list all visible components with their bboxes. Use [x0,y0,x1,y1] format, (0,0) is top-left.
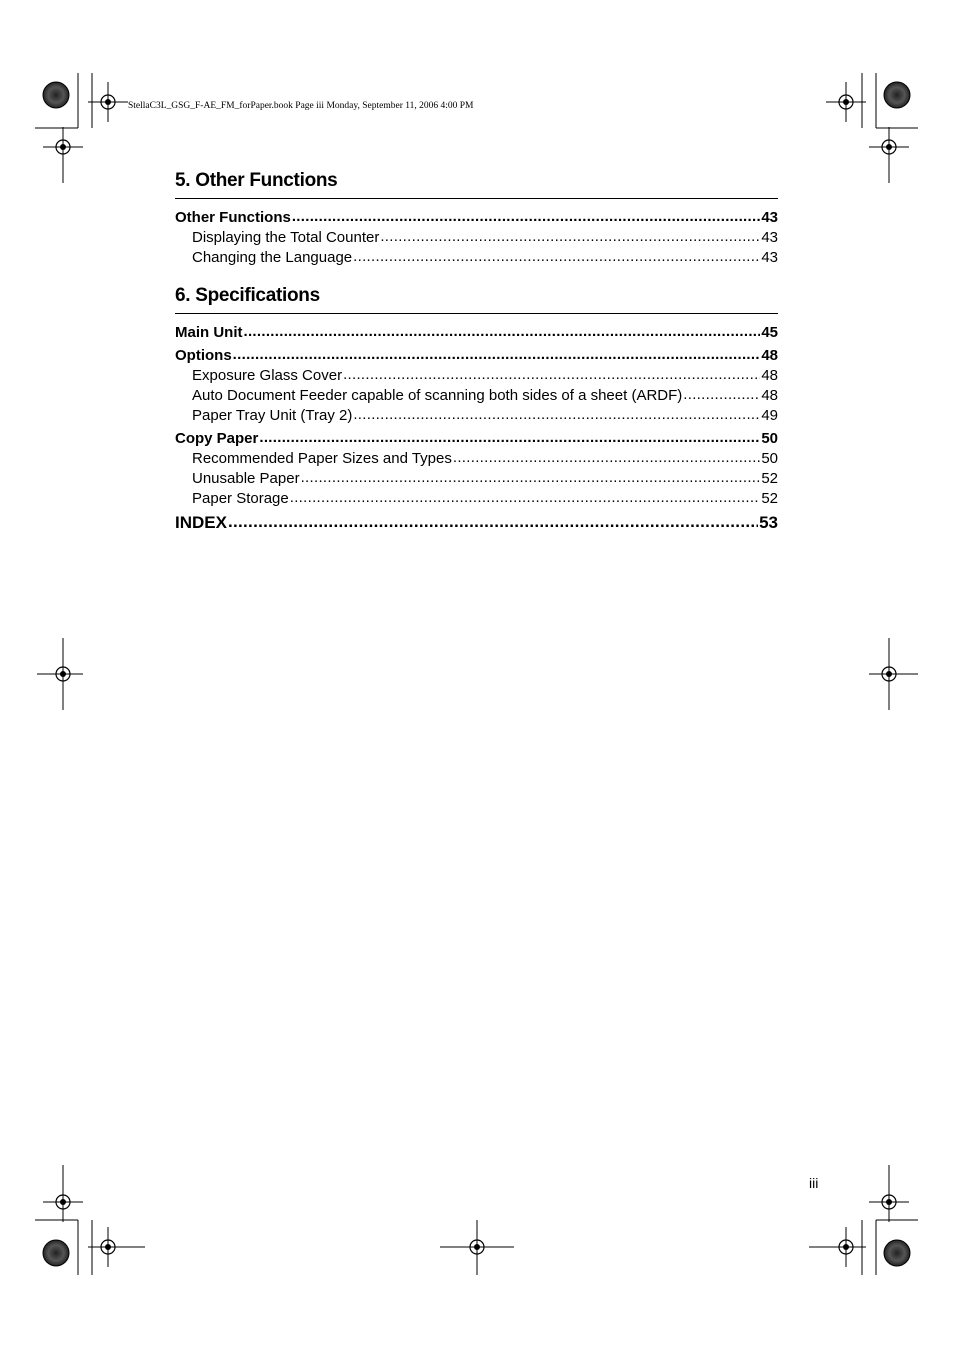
toc-entry-page: 48 [761,387,778,404]
toc-entry[interactable] [175,207,778,227]
toc-entry-page: 49 [761,407,778,424]
toc-entry-label: Displaying the Total Counter [192,229,380,246]
toc-entry[interactable] [175,448,778,468]
toc-entry[interactable] [175,227,778,247]
toc-entry-page: 52 [761,490,778,507]
toc-entry-label: Paper Tray Unit (Tray 2) [192,407,353,424]
toc-entry-page: 43 [761,249,778,266]
toc-entry[interactable] [175,345,778,365]
toc-entry[interactable] [175,322,778,342]
toc-entry-label: Paper Storage [192,490,289,507]
toc-entry-label: Copy Paper [175,430,259,447]
toc-entry-label: Recommended Paper Sizes and Types [192,450,452,467]
toc-entry-label: Changing the Language [192,249,353,266]
section-entries [175,207,778,267]
toc-entry[interactable] [175,247,778,267]
dot-leader [292,207,760,222]
table-of-contents [175,170,778,534]
section-title: 5. Other Functions [175,170,778,199]
toc-entry-label: Other Functions [175,209,291,226]
toc-entry-page: 48 [761,367,778,384]
toc-entry-label: Exposure Glass Cover [192,367,343,384]
toc-entry[interactable] [175,405,778,425]
page-number: iii [809,1175,819,1191]
dot-leader [233,345,761,360]
toc-index-entry[interactable] [175,511,778,534]
toc-entry-label: Options [175,347,232,364]
toc-entry[interactable] [175,488,778,508]
dot-leader [353,405,760,420]
dot-leader [453,448,760,463]
toc-entry[interactable] [175,428,778,448]
registration-dot-icon [884,82,910,108]
dot-leader [343,365,760,380]
toc-entry[interactable] [175,385,778,405]
dot-leader [683,385,760,400]
dot-leader [353,247,760,262]
dot-leader [228,511,758,528]
registration-dot-icon [884,1240,910,1266]
toc-entry[interactable] [175,468,778,488]
toc-entry-page: 53 [759,513,778,532]
registration-dot-icon [43,82,69,108]
toc-entry-page: 50 [761,450,778,467]
registration-dot-icon [43,1240,69,1266]
toc-entry-page: 45 [761,324,778,341]
toc-entry-page: 43 [761,229,778,246]
toc-entry-label: Main Unit [175,324,243,341]
toc-entry[interactable] [175,365,778,385]
dot-leader [244,322,761,337]
section-entries [175,322,778,508]
toc-entry-label: Auto Document Feeder capable of scanning both sides of a sheet (ARDF) [192,387,683,404]
print-header-slug: StellaC3L_GSG_F-AE_FM_forPaper.book Page iii Monday, September 11, 2006 4:00 PM [128,101,474,111]
section-title: 6. Specifications [175,285,778,314]
toc-entry-page: 48 [761,347,778,364]
dot-leader [301,468,761,483]
dot-leader [380,227,760,242]
toc-entry-page: 50 [761,430,778,447]
toc-entry-page: 43 [761,209,778,226]
toc-entry-page: 52 [761,470,778,487]
toc-section [175,285,778,508]
toc-entry-label: Unusable Paper [192,470,300,487]
toc-section [175,170,778,267]
toc-entry-label: INDEX [175,513,227,532]
dot-leader [259,428,760,443]
dot-leader [290,488,761,503]
